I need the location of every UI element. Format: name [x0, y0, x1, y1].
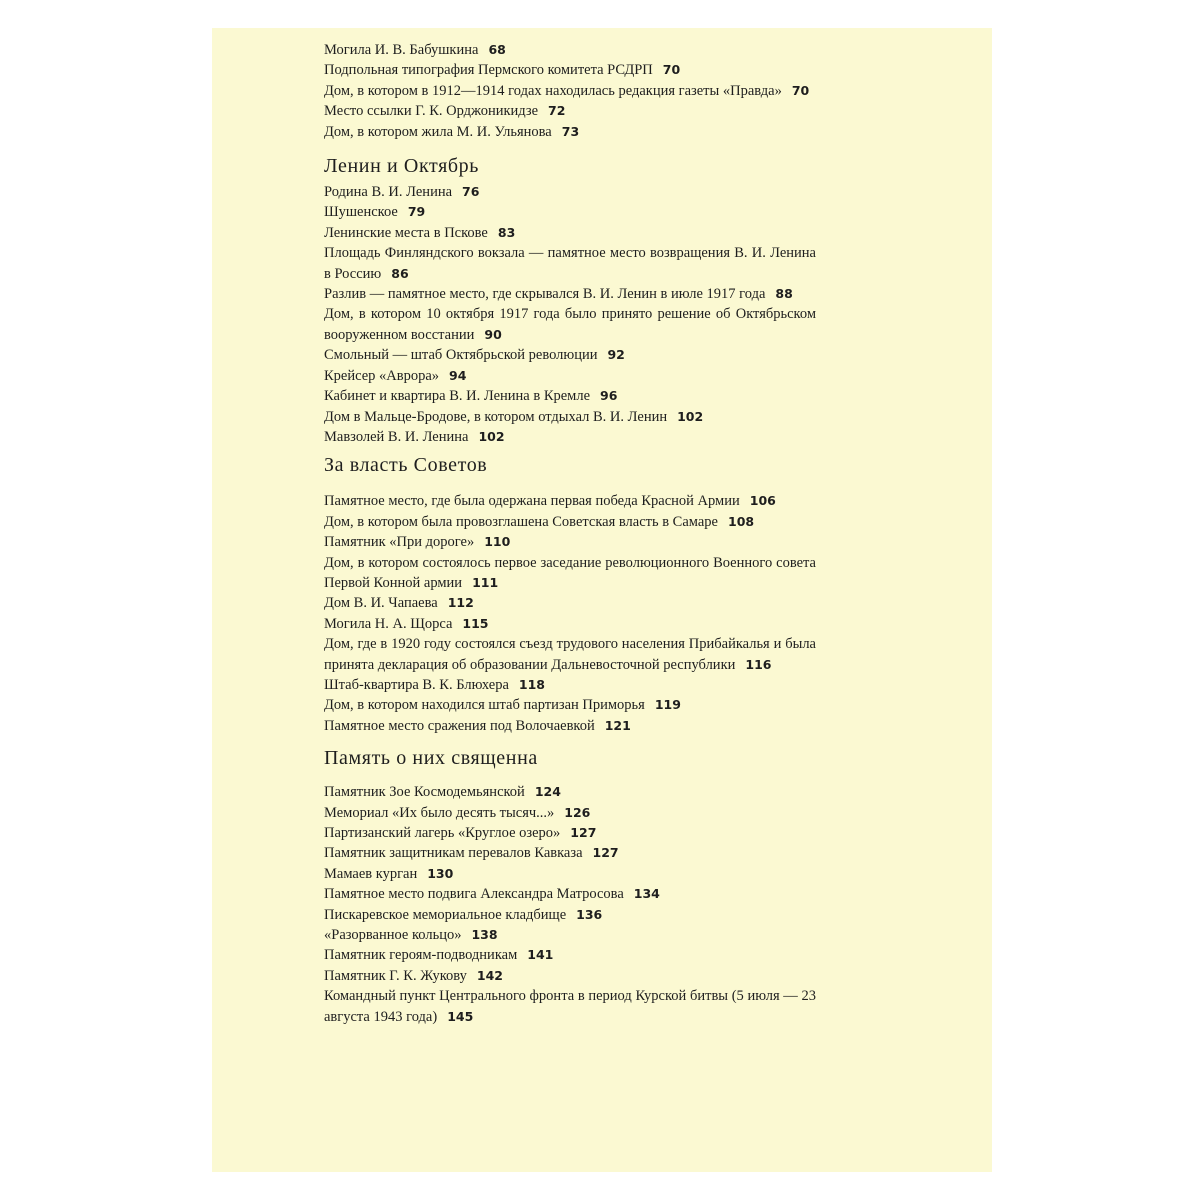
page-number: 108 [728, 513, 755, 529]
toc-entry [324, 945, 816, 965]
entry-title: Дом, в котором была провозглашена Советская власть в Самаре [324, 513, 718, 530]
toc-section-continued [324, 40, 816, 142]
toc-entry [324, 884, 816, 904]
toc-entry [324, 695, 816, 715]
entry-title: Крейсер «Аврора» [324, 367, 440, 384]
entry-title: Могила Н. А. Щорса [324, 615, 453, 632]
section-heading: Память о них священна [324, 747, 538, 770]
entry-title: Партизанский лагерь «Круглое озеро» [324, 825, 561, 841]
book-page [212, 28, 992, 1172]
entry-title: Дом, в котором 10 октября 1917 года было принято решение об Октябрьском вооруженном восстании [324, 306, 816, 343]
entry-title: Дом, в котором жила М. И. Ульянова [324, 123, 552, 140]
toc-entry [324, 614, 816, 634]
toc-entry [324, 843, 816, 863]
toc-entry [324, 407, 816, 427]
entry-title: Место ссылки Г. К. Орджоникидзе [324, 103, 539, 120]
section-heading: Ленин и Октябрь [324, 155, 479, 178]
toc-entry [324, 427, 816, 447]
page-number: 121 [604, 717, 631, 733]
page-number: 136 [576, 906, 603, 922]
toc-entry [324, 986, 816, 1027]
entry-title: Командный пункт Центрального фронта в период Курской битвы (5 июля — 23 августа 1943 года) [324, 988, 816, 1025]
page-number: 90 [484, 326, 502, 342]
toc-entry [324, 864, 816, 884]
entry-title: Дом в Мальце-Бродове, в котором отдыхал В. И. Ленин [324, 408, 668, 425]
page-number: 119 [654, 697, 681, 713]
entry-title: Площадь Финляндского вокзала — памятное место возвращения В. И. Ленина в Россию [324, 245, 816, 282]
page-number: 111 [472, 574, 499, 590]
page-number: 142 [476, 967, 503, 983]
toc-entry [324, 553, 816, 594]
entry-title: Дом, в котором находился штаб партизан Приморья [324, 697, 645, 714]
page-number: 124 [534, 784, 561, 800]
page-number: 83 [497, 224, 516, 240]
page-number: 138 [471, 927, 498, 943]
toc-entry [324, 634, 816, 675]
toc-entry [324, 366, 816, 386]
toc-entry [324, 905, 816, 925]
toc-entry [324, 966, 816, 986]
page-number: 102 [478, 428, 505, 444]
entry-title: Ленинские места в Пскове [324, 224, 488, 241]
entry-title: Смольный — штаб Октябрьской революции [324, 347, 598, 364]
entry-title: Родина В. И. Ленина [324, 184, 453, 201]
page-number: 70 [662, 62, 681, 78]
entry-title: Памятное место сражения под Волочаевкой [324, 717, 595, 734]
page-number: 79 [407, 204, 426, 220]
entry-title: Памятник героям-подводникам [324, 947, 518, 964]
toc-entry [324, 593, 816, 613]
entry-title: Могила И. В. Бабушкина [324, 42, 479, 58]
page-number: 96 [600, 388, 618, 404]
page-number: 88 [775, 286, 793, 302]
entry-title: Кабинет и квартира В. И. Ленина в Кремле [324, 388, 591, 405]
page-number: 70 [791, 82, 810, 98]
entry-title: Шушенское [324, 204, 398, 221]
toc-entry [324, 202, 816, 222]
toc-entry [324, 243, 816, 284]
entry-title: Памятник Г. К. Жукову [324, 967, 467, 984]
toc-entry [324, 803, 816, 823]
toc-entry [324, 60, 816, 80]
page-number: 127 [592, 845, 619, 861]
toc-entry [324, 122, 816, 142]
page-number: 112 [447, 595, 474, 611]
toc-entry [324, 182, 816, 202]
toc-entry [324, 386, 816, 406]
page-number: 68 [488, 42, 506, 57]
toc-entry [324, 782, 816, 802]
entry-title: Дом В. И. Чапаева [324, 595, 438, 612]
toc-entry [324, 716, 816, 736]
toc-section-memory [324, 782, 816, 1027]
entry-title: Памятник защитникам перевалов Кавказа [324, 845, 583, 862]
page-number: 145 [447, 1008, 474, 1024]
toc-entry [324, 284, 816, 304]
page-number: 73 [561, 123, 580, 139]
toc-entry [324, 223, 816, 243]
entry-title: Мавзолей В. И. Ленина [324, 428, 469, 445]
section-heading: За власть Советов [324, 454, 488, 477]
toc-entry [324, 81, 816, 101]
table-of-contents [324, 40, 816, 1027]
toc-entry [324, 512, 816, 532]
entry-title: Дом, в котором состоялось первое заседание революционного Военного совета Первой Конной армии [324, 554, 816, 591]
entry-title: Мамаев курган [324, 865, 418, 882]
page-number: 94 [449, 367, 467, 383]
page-number: 130 [427, 865, 454, 881]
entry-title: Памятное место подвига Александра Матросова [324, 886, 624, 903]
entry-title: Пискаревское мемориальное кладбище [324, 906, 567, 923]
entry-title: Памятник Зое Космодемьянской [324, 784, 525, 801]
page-number: 134 [633, 886, 660, 902]
page-number: 127 [570, 825, 597, 840]
toc-entry [324, 345, 816, 365]
page-number: 115 [462, 615, 489, 631]
page-number: 126 [564, 804, 591, 820]
toc-entry [324, 925, 816, 945]
entry-title: Памятное место, где была одержана первая победа Красной Армии [324, 493, 740, 510]
page-number: 106 [749, 493, 776, 509]
entry-title: Штаб-квартира В. К. Блюхера [324, 676, 509, 693]
entry-title: Памятник «При дороге» [324, 534, 475, 551]
toc-entry [324, 823, 816, 843]
entry-title: Дом, где в 1920 году состоялся съезд трудового населения Прибайкалья и была принята декларация об образовании Дальневосточной республики [324, 636, 816, 673]
page-number: 76 [462, 184, 480, 200]
toc-entry [324, 675, 816, 695]
toc-entry [324, 304, 816, 345]
entry-title: Мемориал «Их было десять тысяч...» [324, 804, 555, 821]
toc-section-soviet-power [324, 491, 816, 736]
page-number: 102 [677, 408, 704, 424]
page-number: 118 [518, 676, 545, 692]
entry-title: Дом, в котором в 1912—1914 годах находилась редакция газеты «Правда» [324, 82, 782, 99]
toc-entry [324, 491, 816, 511]
entry-title: «Разорванное кольцо» [324, 927, 462, 944]
entry-title: Подпольная типография Пермского комитета РСДРП [324, 62, 653, 79]
page-number: 92 [607, 347, 625, 363]
page-number: 116 [745, 656, 772, 672]
toc-section-lenin-october [324, 182, 816, 447]
toc-entry [324, 532, 816, 552]
page-number: 86 [391, 265, 409, 281]
page-number: 110 [484, 534, 511, 550]
toc-entry [324, 40, 816, 60]
page-number: 72 [548, 103, 566, 119]
entry-title: Разлив — памятное место, где скрывался В. И. Ленин в июле 1917 года [324, 286, 766, 303]
page-number: 141 [527, 947, 554, 963]
toc-entry [324, 101, 816, 121]
